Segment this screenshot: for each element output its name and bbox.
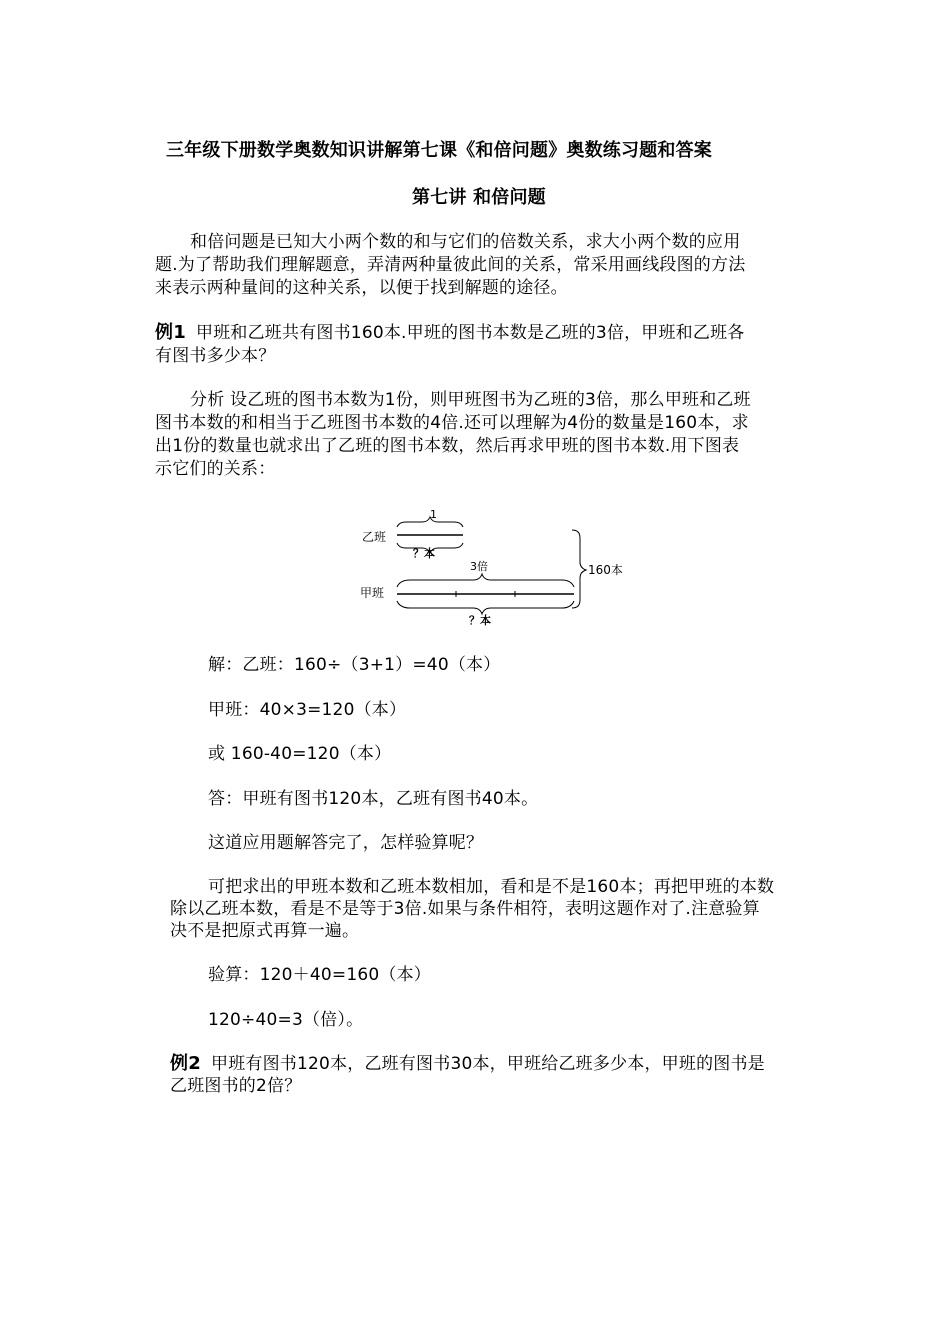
example2-label: 例2	[170, 1053, 201, 1074]
answer-line: 答：甲班有图书120本，乙班有图书40本。	[208, 789, 539, 809]
analysis-line-3: 出1份的数量也就求出了乙班的图书本数，然后再求甲班的图书本数.用下图表	[155, 436, 740, 456]
analysis-line-2: 图书本数的和相当于乙班图书本数的4倍.还可以理解为4份的数量是160本，求	[155, 413, 749, 433]
example1-line-1: 甲班和乙班共有图书160本.甲班的图书本数是乙班的3倍，甲班和乙班各	[196, 323, 745, 343]
example2-line-1: 甲班有图书120本，乙班有图书30本，甲班给乙班多少本，甲班的图书是	[211, 1054, 765, 1074]
check-line-3: 决不是把原式再算一遍。	[170, 921, 360, 941]
analysis-line-1: 分析 设乙班的图书本数为1份，则甲班图书为乙班的3倍，那么甲班和乙班	[190, 390, 751, 410]
jia-top-brace	[397, 574, 574, 587]
intro-line-3: 来表示两种量间的这种关系，以便于找到解题的途径。	[155, 278, 568, 298]
label-yi-ban: 乙班	[362, 530, 387, 544]
solution-line-2: 甲班：40×3=120（本）	[208, 700, 407, 720]
analysis-line-4: 示它们的关系：	[155, 459, 276, 479]
label-one-part: 1	[430, 508, 437, 521]
label-jia-ban: 甲班	[360, 586, 385, 600]
verify-line-2: 120÷40=3（倍）。	[208, 1010, 364, 1030]
check-line-2: 除以乙班本数，看是不是等于3倍.如果与条件相符，表明这题作对了.注意验算	[170, 899, 760, 919]
example1-line-2: 有图书多少本？	[155, 346, 276, 366]
document-title: 三年级下册数学奥数知识讲解第七课《和倍问题》奥数练习题和答案	[166, 140, 712, 161]
solution-line-3: 或 160-40=120（本）	[208, 744, 392, 764]
intro-line-1: 和倍问题是已知大小两个数的和与它们的倍数关系，求大小两个数的应用	[190, 232, 741, 252]
lecture-title: 第七讲 和倍问题	[412, 187, 546, 208]
jia-multiple-label: 3倍	[470, 560, 488, 573]
line-segment-diagram	[350, 500, 640, 635]
yi-question: ？本	[413, 547, 435, 560]
total-brace	[572, 530, 586, 608]
verify-line-1: 验算：120＋40=160（本）	[208, 965, 431, 985]
example2-line-2: 乙班图书的2倍？	[170, 1076, 302, 1096]
intro-line-2: 题.为了帮助我们理解题意，弄清两种量彼此间的关系，常采用画线段图的方法	[155, 255, 746, 275]
verify-question: 这道应用题解答完了，怎样验算呢？	[208, 833, 484, 853]
example1-label: 例1	[155, 322, 186, 343]
total-label: 160本	[588, 563, 623, 577]
jia-question: ？本	[469, 614, 491, 627]
jia-bottom-brace	[397, 601, 574, 614]
check-line-1: 可把求出的甲班本数和乙班本数相加，看和是不是160本；再把甲班的本数	[208, 877, 775, 897]
solution-line-1: 解：乙班：160÷（3+1）=40（本）	[208, 655, 501, 675]
